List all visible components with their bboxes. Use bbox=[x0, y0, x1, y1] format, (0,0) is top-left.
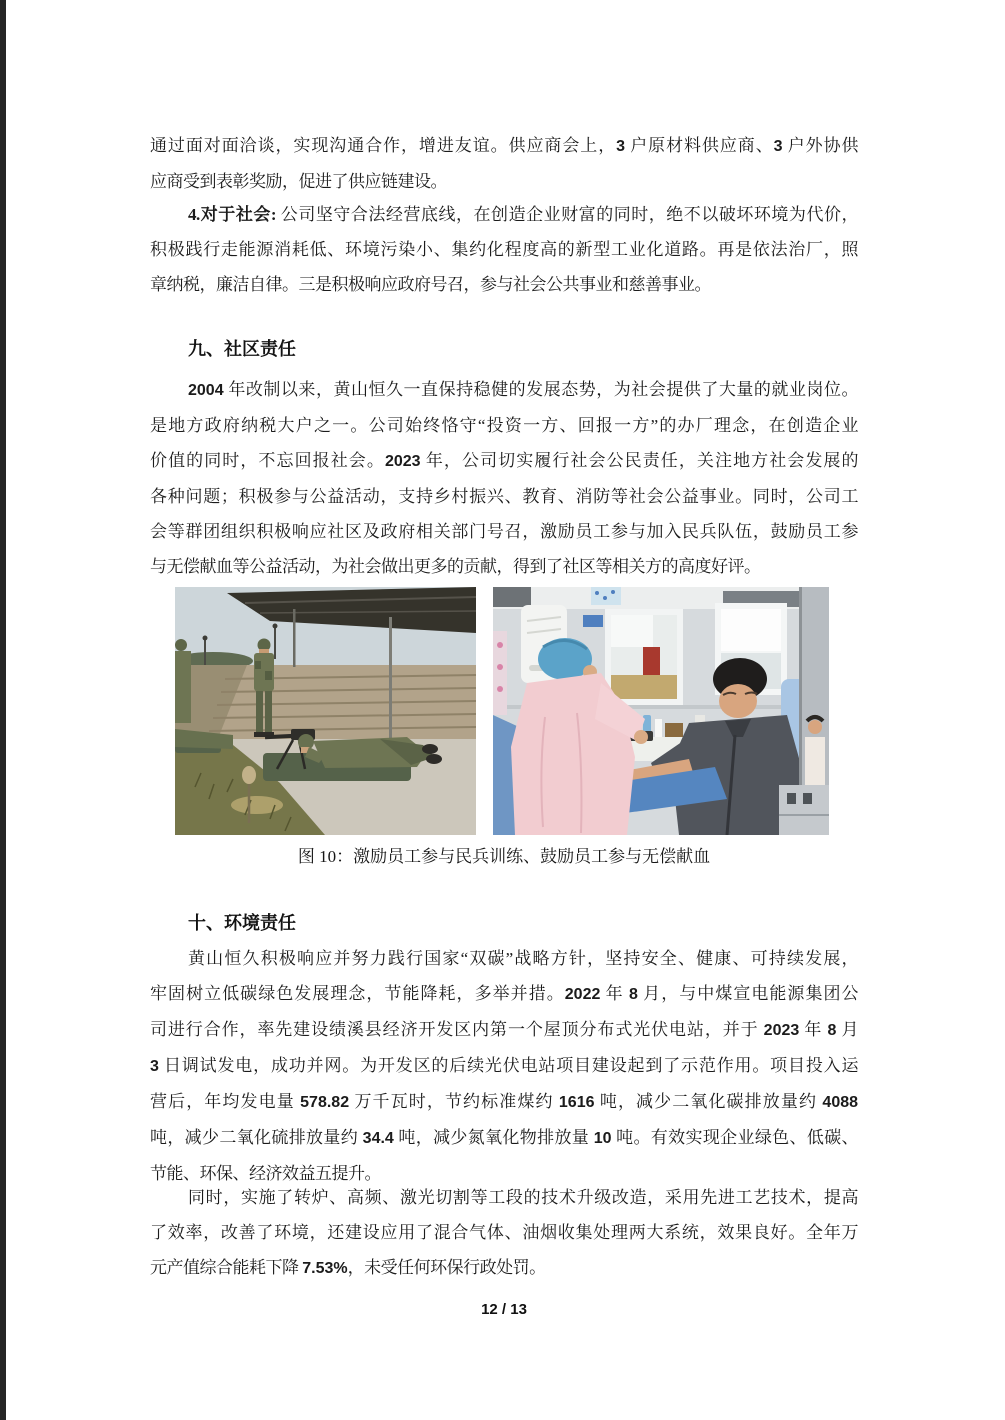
page-number: 12 / 13 bbox=[481, 1301, 527, 1318]
text-line: 通过面对面洽谈，实现沟通合作，增进友谊。供应商会上，3 户原材料供应商、3 户外协供 bbox=[150, 136, 859, 155]
blood-donation-illustration bbox=[493, 587, 829, 835]
text-line: 与无偿献血等公益活动，为社会做出更多的贡献，得到了社区等相关方的高度好评。 bbox=[150, 557, 761, 576]
section-heading-community: 九、社区责任 bbox=[188, 339, 296, 359]
text-line: 司进行合作，率先建设绩溪县经济开发区内第一个屋顶分布式光伏电站，并于 2023 年 8 月 bbox=[150, 1020, 859, 1039]
text-line: 营后，年均发电量 578.82 万千瓦时，节约标准煤约 1616 吨，减少二氧化碳排放量约 4088 bbox=[150, 1092, 859, 1111]
text-line: 各种问题；积极参与公益活动，支持乡村振兴、教育、消防等社会公益事业。同时，公司工 bbox=[150, 487, 858, 506]
text-line: 应商受到表彰奖励，促进了供应链建设。 bbox=[150, 172, 447, 191]
text-line: 3 日调试发电，成功并网。为开发区的后续光伏电站项目建设起到了示范作用。项目投入运 bbox=[150, 1056, 858, 1075]
paragraph-supplier-continuation bbox=[150, 128, 858, 199]
soldier-left-edge bbox=[175, 651, 191, 723]
awning-post bbox=[389, 617, 392, 741]
militia-training-illustration bbox=[175, 587, 476, 835]
text-line: 章纳税，廉洁自律。三是积极响应政府号召，参与社会公共事业和慈善事业。 bbox=[150, 275, 711, 294]
text-line: 元产值综合能耗下降 7.53%，未受任何环保行政处罚。 bbox=[150, 1258, 546, 1277]
text-line: 同时，实施了转炉、高频、激光切割等工段的技术升级改造，采用先进工艺技术，提高 bbox=[188, 1188, 858, 1207]
figure-10 bbox=[0, 587, 1005, 835]
paragraph-environment-1 bbox=[150, 941, 858, 1191]
figure-caption: 图 10：激励员工参与民兵训练、鼓励员工参与无偿献血 bbox=[297, 847, 711, 866]
text-line: 会等群团组织积极响应社区及政府相关部门号召，激励员工参与加入民兵队伍，鼓励员工参 bbox=[150, 522, 858, 541]
paragraph-environment-2 bbox=[150, 1180, 858, 1286]
text-line: 积极践行走能源消耗低、环境污染小、集约化程度高的新型工业化道路。再是依法治厂，照 bbox=[150, 240, 858, 259]
militia-training-photo bbox=[175, 587, 476, 835]
text-line: 黄山恒久积极响应并努力践行国家“双碳”战略方针，坚持安全、健康、可持续发展， bbox=[188, 949, 858, 968]
text-line: 是地方政府纳税大户之一。公司始终恪守“投资一方、回报一方”的办厂理念，在创造企业 bbox=[150, 416, 858, 435]
text-line: 了效率，改善了环境，还建设应用了混合气体、油烟收集处理两大系统，效果良好。全年万 bbox=[150, 1223, 858, 1242]
text-line: 2004 年改制以来，黄山恒久一直保持稳健的发展态势，为社会提供了大量的就业岗位。 bbox=[188, 380, 858, 399]
paragraph-community bbox=[150, 372, 858, 584]
range-sign bbox=[242, 766, 256, 784]
window-center bbox=[605, 609, 683, 705]
paragraph-society bbox=[150, 197, 858, 302]
text-line: 节能、环保、经济效益五提升。 bbox=[150, 1164, 381, 1183]
blood-donation-photo bbox=[493, 587, 829, 835]
text-line: 牢固树立低碳绿色发展理念，节能降耗，多举并措。2022 年 8 月，与中煤宣电能源集团公 bbox=[150, 984, 859, 1003]
text-line: 价值的同时，不忘回报社会。2023 年，公司切实履行社会公民责任，关注地方社会发展的 bbox=[150, 451, 859, 470]
text-line: 吨，减少二氧化硫排放量约 34.4 吨，减少氮氧化物排放量 10 吨。有效实现企业绿色、低碳、 bbox=[150, 1128, 859, 1147]
text-line: 4.对于社会: 公司坚守合法经营底线，在创造企业财富的同时，绝不以破坏环境为代价， bbox=[188, 205, 858, 224]
section-heading-environment: 十、环境责任 bbox=[188, 913, 296, 933]
donation-area-sign bbox=[583, 615, 603, 627]
cabinet bbox=[779, 785, 829, 835]
